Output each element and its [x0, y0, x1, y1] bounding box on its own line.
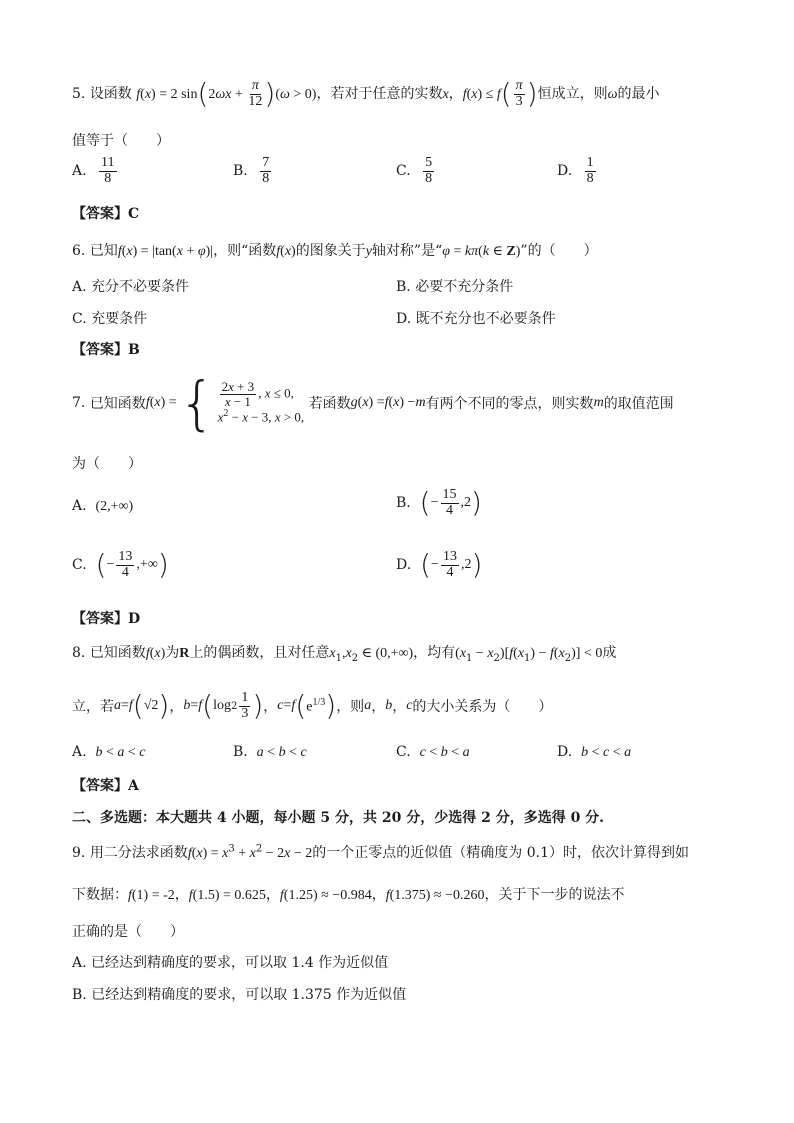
q5-option-c: C. $\frac{5}{8}$	[396, 155, 433, 186]
q9-option-b: B. 已经达到精确度的要求，可以取 1.375 作为近似值	[72, 987, 407, 1003]
q9-stem-line2: 下数据：f(1) = -2，f(1.5) = 0.625，f(1.25) ≈ −0.984，f(1.375) ≈ −0.260，关于下一步的说法不	[72, 887, 625, 903]
q6-option-a: A. 充分不必要条件	[72, 279, 190, 295]
q5-number: 5.	[72, 86, 86, 102]
q8-option-c: C. c < b < a	[396, 744, 470, 760]
q6-option-d: D. 既不充分也不必要条件	[396, 311, 556, 327]
q8-answer: 【答案】A	[72, 778, 139, 794]
q7-option-d: D. ( − $\frac{13}{4}$ ,2 )	[396, 548, 483, 582]
q7-option-a: A. (2,+∞)	[72, 498, 134, 514]
q5-option-a: A. $\frac{11}{8}$	[72, 155, 115, 186]
q5-option-b: B. $\frac{7}{8}$	[233, 155, 270, 186]
q8-option-a: A. b < a < c	[72, 744, 146, 760]
q7-option-c: C. ( − $\frac{13}{4}$ ,+∞ )	[72, 548, 169, 582]
q7-stem: 7. 已知函数 f ( x ) = { $\frac{2x + 3}{x - 1}$ , x ≤ 0, $x^2 - x - 3$, x > 0, 若函数 g ( x ) = f ( x ) − m 有两个不同的零点，则实数 m 的取值范围	[72, 369, 674, 437]
q5-option-d: D. $\frac{1}{8}$	[557, 155, 594, 186]
section-heading-multiple-choice: 二、多选题：本大题共 4 小题，每小题 5 分，共 20 分，少选得 2 分，多选得 0 分.	[72, 810, 605, 826]
q8-stem-line2: 立，若 a = f ( √2 ) ， b = f ( log 2 $\frac{1}{3}$ ) ， c = f ( $e^{1/3}$ ) ，则 a ， b ， c 的大小关系为（ ）	[72, 689, 553, 722]
q5-stem-line1: 5. 设函数 f(x) = 2 sin(2ωx + $\frac{\pi}{12}$ )(ω > 0)，若对于任意的实数x，f(x) ≤ f( $\frac{\pi}{3}$ )恒成立，则ω的最小	[72, 77, 660, 110]
q9-option-a: A. 已经达到精确度的要求，可以取 1.4 作为近似值	[72, 955, 389, 971]
q6-stem: 6. 已知f(x) = |tan(x + φ)|，则“函数f(x)的图象关于y轴对称”是“φ = kπ(k ∈ Z)”的（ ）	[72, 243, 598, 259]
q5-answer: 【答案】C	[72, 206, 140, 222]
q8-option-d: D. b < c < a	[557, 744, 632, 760]
q5-text: 设函数	[89, 86, 132, 102]
q8-option-b: B. a < b < c	[233, 744, 307, 760]
q9-stem-line1: 9. 用二分法求函数$f(x) = x^3 + x^2 - 2x - 2$的一个正零点的近似值（精确度为 0.1）时，依次计算得到如	[72, 843, 689, 861]
q6-answer: 【答案】B	[72, 342, 140, 358]
q7-option-b: B. ( − $\frac{15}{4}$ ,2 )	[396, 486, 482, 520]
q5-formula: f	[136, 87, 141, 102]
q7-stem-line2: 为（ ）	[72, 456, 142, 472]
q7-answer: 【答案】D	[72, 611, 141, 627]
q6-option-b: B. 必要不充分条件	[396, 279, 514, 295]
q5-stem-line2: 值等于（ ）	[72, 133, 170, 149]
q6-option-c: C. 充要条件	[72, 311, 148, 327]
q8-stem-line1: 8. 已知函数f(x)为R上的偶函数，且对任意$x_1,x_2$ ∈ (0,+∞)，均有$(x_1 - x_2)[f(x_1) - f(x_2)] < 0$成	[72, 645, 617, 664]
q9-stem-line3: 正确的是（ ）	[72, 924, 184, 940]
q7-piecewise: { $\frac{2x + 3}{x - 1}$ , x ≤ 0, $x^2 - x - 3$, x > 0,	[178, 369, 305, 437]
